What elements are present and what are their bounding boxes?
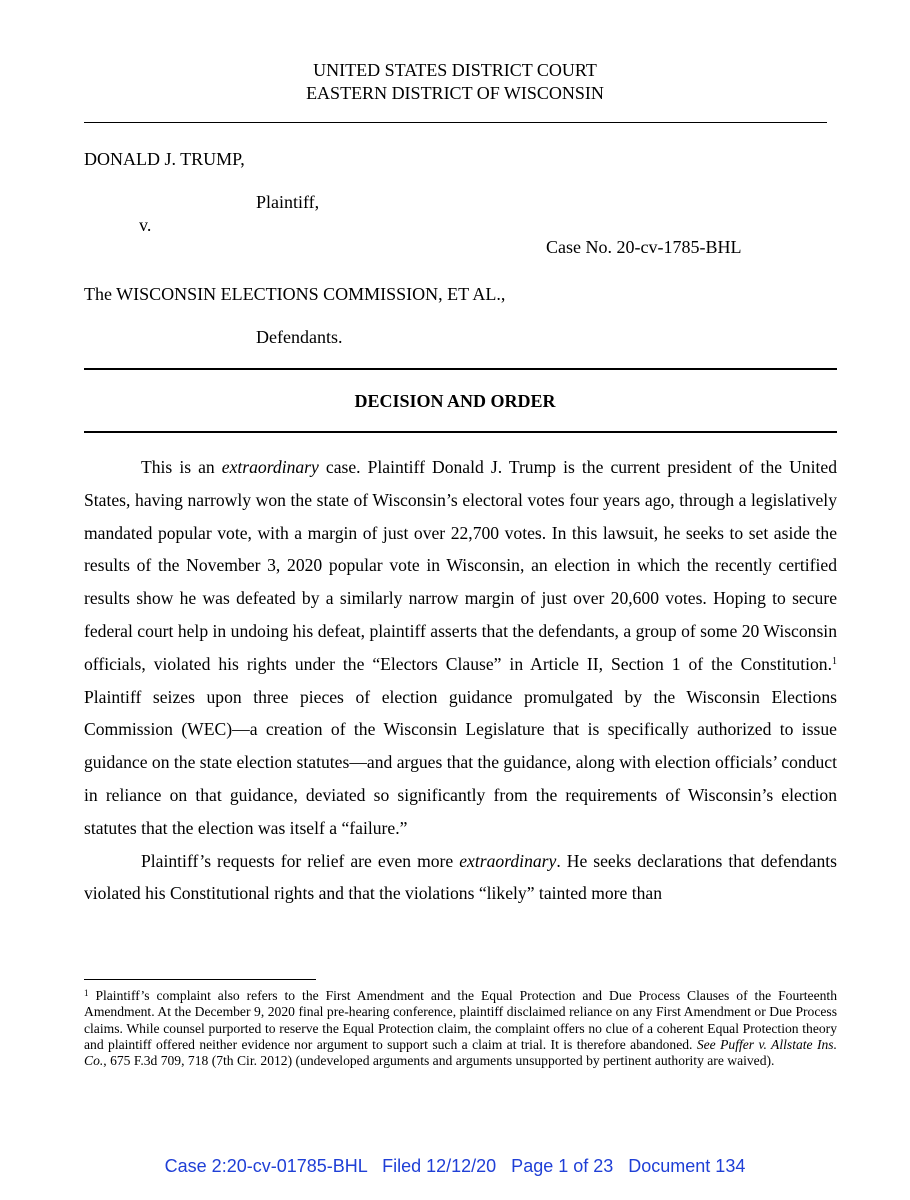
defendant-name: The WISCONSIN ELECTIONS COMMISSION, ET AL., xyxy=(84,284,506,304)
paragraph-1: This is an extraordinary case. Plaintiff Donald J. Trump is the current president of the United States, having narrowly won the state of Wisconsin’s electoral votes four years ago, through a legislatively mandated popular vote, with a margin of just over 22,700 votes. In this lawsuit, he seeks to set aside the results of the November 3, 2020 popular vote in Wisconsin, an election in which the recently certified results show he was defeated by a similarly narrow margin of just over 20,600 votes. Hoping to secure federal court help in undoing his defeat, plaintiff asserts that the defendants, a group of some 20 Wisconsin officials, violated his rights under the “Electors Clause” in Article II, Section 1 of the Constitution.$^1$ Plaintiff seizes upon three pieces of election guidance promulgated by the Wisconsin Elections Commission (WEC)—a creation of the Wisconsin Legislature that is specifically authorized to issue guidance on the state election statutes—and argues that the guidance, along with election officials’ conduct in reliance on that guidance, deviated so significantly from the requirements of Wisconsin’s election statutes that the election was itself a “failure.” xyxy=(84,457,837,838)
footnote-number: 1 xyxy=(84,988,89,998)
document-title: DECISION AND ORDER xyxy=(354,391,556,411)
title-divider xyxy=(84,431,837,433)
plaintiff-role: Plaintiff, xyxy=(256,192,320,212)
defendant-role: Defendants. xyxy=(256,327,343,347)
plaintiff-name: DONALD J. TRUMP, xyxy=(84,149,245,169)
court-district: EASTERN DISTRICT OF WISCONSIN xyxy=(306,83,604,103)
header-divider xyxy=(84,122,827,123)
footnote-divider xyxy=(84,979,316,980)
footnote-1: $^1$ Plaintiff’s complaint also refers to the First Amendment and the Equal Protection and Due Process Clauses of the Fourteenth Amendment. At the December 9, 2020 final pre-hearing conference, plaintiff disclaimed reliance on any First Amendment or Due Process claims. While counsel purported to reserve the Equal Protection claim, the complaint offers no clue of a coherent Equal Protection theory and plaintiff offered neither evidence nor argument to support such a claim at trial. It is therefore abandoned. See Puffer v. Allstate Ins. Co., 675 F.3d 709, 718 (7th Cir. 2012) (undeveloped arguments and arguments unsupported by pertinent authority are waived). xyxy=(84,988,837,1069)
body-text xyxy=(84,451,837,910)
court-name: UNITED STATES DISTRICT COURT xyxy=(313,60,597,80)
caption-divider xyxy=(84,368,837,370)
footnote-ref: 1 xyxy=(832,655,837,667)
filing-stamp: Case 2:20-cv-01785-BHL Filed 12/12/20 Page 1 of 23 Document 134 xyxy=(164,1156,746,1176)
paragraph-2: Plaintiff’s requests for relief are even more extraordinary. He seeks declarations that defendants violated his Constitutional rights and that the violations “likely” tainted more than xyxy=(84,850,837,904)
versus-label: v. xyxy=(139,215,152,235)
case-number: Case No. 20-cv-1785-BHL xyxy=(546,237,742,257)
